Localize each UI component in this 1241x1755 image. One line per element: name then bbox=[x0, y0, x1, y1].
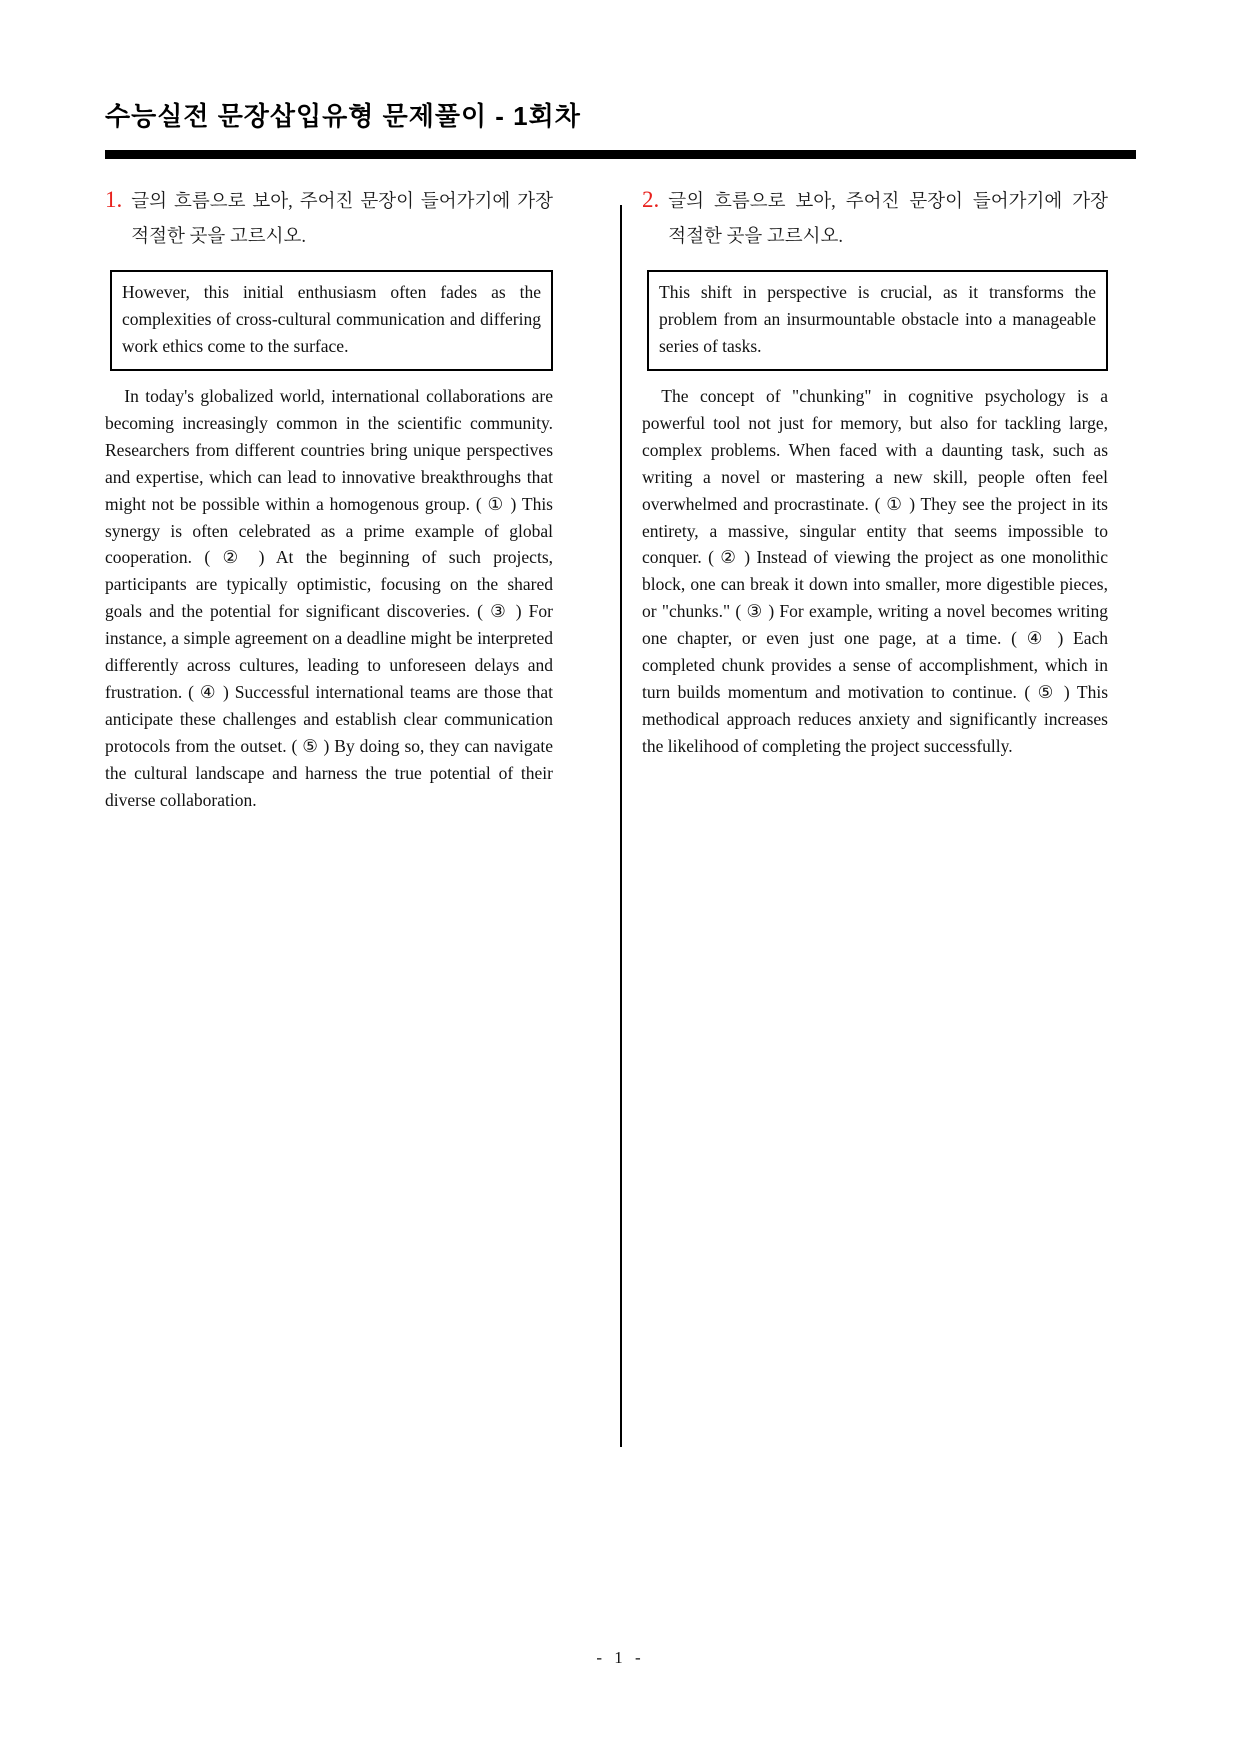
question-2 bbox=[642, 185, 1108, 760]
header-rule bbox=[105, 150, 1136, 159]
question-2-instruction: 글의 흐름으로 보아, 주어진 문장이 들어가기에 가장 적절한 곳을 고르시오. bbox=[668, 192, 1108, 247]
question-2-boxed-sentence: This shift in perspective is crucial, as it transforms the problem from an insurmountable obstacle into a manageable series of tasks. bbox=[647, 270, 1108, 371]
question-1 bbox=[105, 185, 553, 814]
question-1-passage: In today's globalized world, international collaborations are becoming increasingly common in the scientific community. Researchers from different countries bring unique perspectives and expertise, which can lead to innovative breakthroughs that might not be possible within a homogenous group. ( ① ) This synergy is often celebrated as a prime example of global cooperation. ( ② ) At the beginning of such projects, participants are typically optimistic, focusing on the shared goals and the potential for significant discoveries. ( ③ ) For instance, a simple agreement on a deadline might be interpreted differently across cultures, leading to unforeseen delays and frustration. ( ④ ) Successful international teams are those that anticipate these challenges and establish clear communication protocols from the outset. ( ⑤ ) By doing so, they can navigate the cultural landscape and harness the true potential of their diverse collaboration. bbox=[105, 386, 553, 810]
question-2-number: 2. bbox=[642, 187, 660, 212]
page-number: - 1 - bbox=[596, 1648, 645, 1667]
question-1-number: 1. bbox=[105, 187, 123, 212]
question-2-passage: The concept of "chunking" in cognitive psychology is a powerful tool not just for memory, but also for tackling large, complex problems. When faced with a daunting task, such as writing a novel or mastering a new skill, people often feel overwhelmed and procrastinate. ( ① ) They see the project in its entirety, a massive, singular entity that seems impossible to conquer. ( ② ) Instead of viewing the project as one monolithic block, one can break it down into smaller, more digestible pieces, or "chunks." ( ③ ) For example, writing a novel becomes writing one chapter, or even just one page, at a time. ( ④ ) Each completed chunk provides a sense of accomplishment, which in turn builds momentum and motivation to continue. ( ⑤ ) This methodical approach reduces anxiety and significantly increases the likelihood of completing the project successfully. bbox=[642, 386, 1108, 756]
page-title: 수능실전 문장삽입유형 문제풀이 - 1회차 bbox=[105, 101, 581, 131]
question-2-head bbox=[642, 185, 1108, 255]
question-1-boxed-sentence: However, this initial enthusiasm often fades as the complexities of cross-cultural communication and differing work ethics come to the surface. bbox=[110, 270, 553, 371]
question-1-instruction: 글의 흐름으로 보아, 주어진 문장이 들어가기에 가장 적절한 곳을 고르시오. bbox=[131, 192, 553, 247]
column-divider bbox=[620, 205, 622, 1447]
question-1-head bbox=[105, 185, 553, 255]
